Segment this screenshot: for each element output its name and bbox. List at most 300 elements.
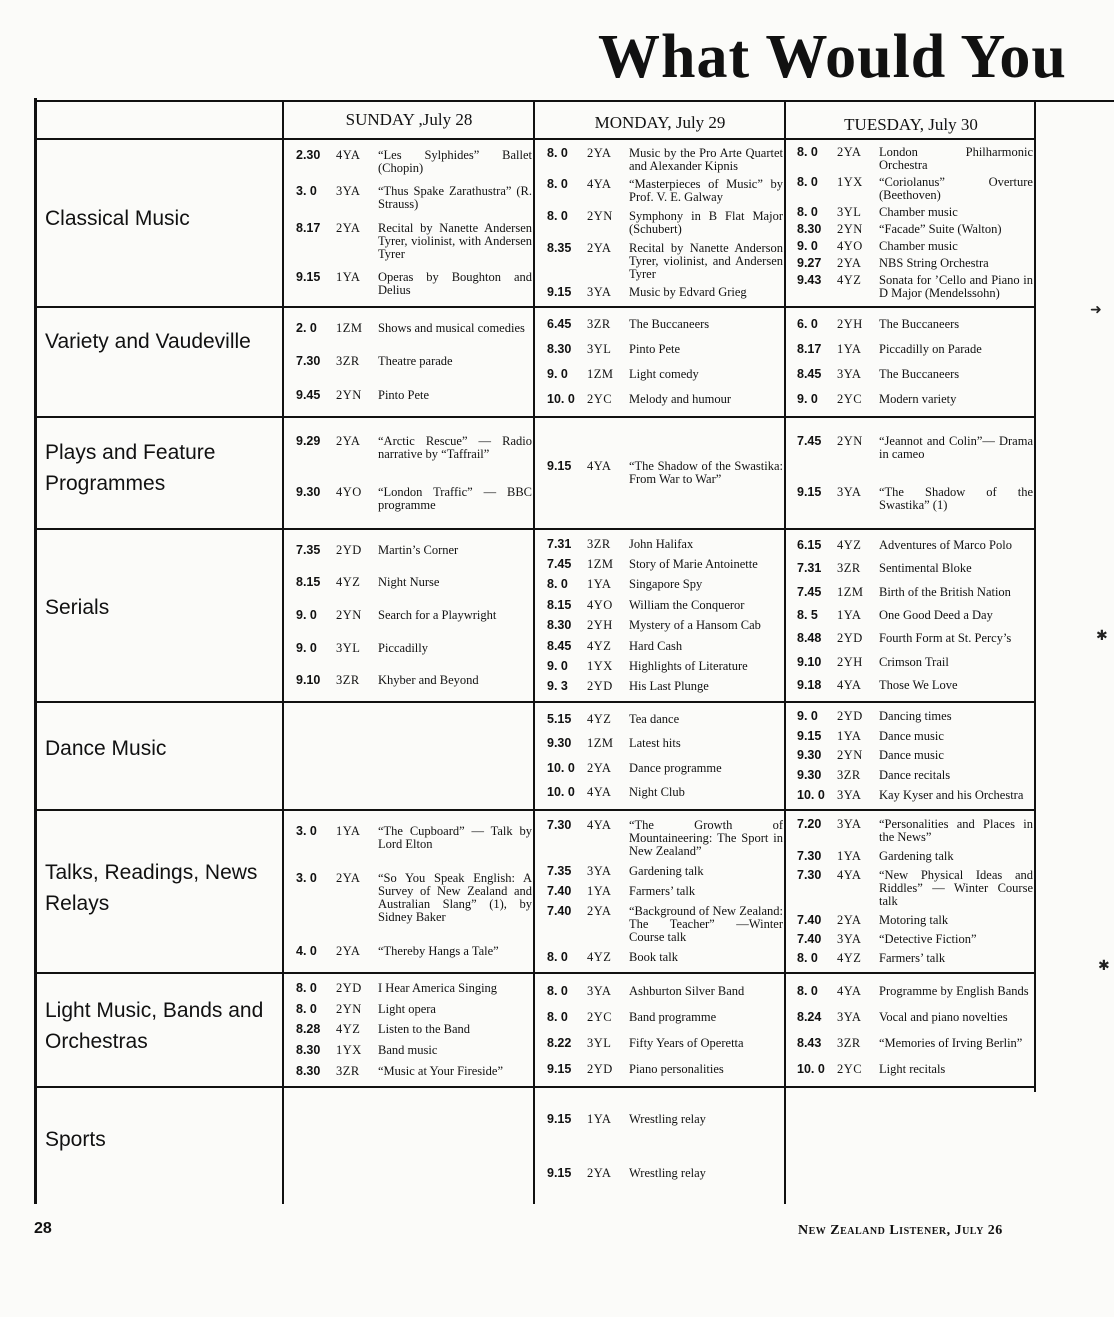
schedule-cell-sun (296, 314, 532, 414)
broadcast-time: 8.30 (296, 1043, 321, 1058)
schedule-cell-sun (296, 980, 532, 1084)
programme-title: Book talk (629, 950, 678, 965)
broadcast-time: 8.17 (296, 220, 321, 235)
programme-entry (797, 1063, 1033, 1076)
broadcast-time: 7.40 (797, 932, 822, 946)
programme-title: “The Shadow of the Swastika: From War to War” (629, 459, 783, 486)
programme-entry (296, 609, 532, 622)
schedule-cell-tue (797, 980, 1033, 1084)
grid-line (784, 102, 786, 1204)
programme-entry (547, 1037, 783, 1050)
broadcast-time: 7.45 (547, 557, 572, 572)
row-divider (34, 701, 1036, 703)
programme-title: Operas by Boughton and Delius (378, 269, 532, 297)
programme-title: Dancing times (879, 709, 952, 724)
station-code: 4YA (587, 177, 612, 192)
programme-entry (296, 222, 532, 261)
programme-entry (547, 786, 783, 799)
programme-title: “The Cupboard” — Talk by Lord Elton (378, 824, 532, 852)
broadcast-time: 9.30 (547, 736, 572, 751)
schedule-cell-tue (797, 146, 1033, 304)
broadcast-time: 9.30 (296, 484, 321, 499)
station-code: 3ZR (336, 673, 360, 688)
broadcast-time: 7.30 (797, 868, 822, 882)
programme-title: Piccadilly on Parade (879, 342, 982, 356)
station-code: 1YA (837, 849, 862, 863)
station-code: 4YA (587, 785, 612, 800)
station-code: 3YA (837, 484, 862, 499)
broadcast-time: 8.35 (547, 240, 572, 255)
station-code: 4YZ (587, 638, 612, 653)
programme-entry (797, 679, 1033, 692)
grid-line (34, 100, 1114, 102)
broadcast-time: 8. 0 (547, 577, 568, 592)
broadcast-time: 8. 0 (547, 208, 568, 223)
programme-entry (296, 185, 532, 211)
programme-entry (547, 1011, 783, 1024)
programme-entry (797, 343, 1033, 356)
category-label: Plays and Feature Programmes (45, 441, 216, 495)
schedule-cell-sun (296, 536, 532, 699)
grid-line (1034, 102, 1036, 1092)
station-code: 1ZM (587, 367, 614, 381)
programme-title: Piccadilly (378, 640, 428, 655)
programme-entry (797, 146, 1033, 172)
station-code: 3YL (837, 205, 862, 219)
programme-entry (797, 952, 1033, 965)
station-code: 1YA (837, 607, 862, 622)
station-code: 2YD (336, 542, 362, 557)
station-code: 4YZ (587, 950, 612, 965)
station-code: 2YD (587, 1061, 613, 1076)
programme-title: Theatre parade (378, 354, 453, 369)
programme-entry (547, 599, 783, 612)
station-code: 2YC (587, 1009, 613, 1024)
programme-entry (547, 178, 783, 204)
station-code: 4YO (837, 239, 863, 253)
programme-title: Symphony in B Flat Major (Schubert) (629, 208, 783, 236)
programme-entry (296, 149, 532, 175)
broadcast-time: 9.30 (797, 768, 822, 783)
station-code: 2YA (336, 943, 361, 958)
station-code: 4YA (837, 868, 862, 882)
broadcast-time: 8. 0 (547, 983, 568, 998)
station-code: 2YN (837, 433, 863, 448)
programme-title: Dance music (879, 728, 944, 743)
station-code: 2YD (587, 679, 613, 694)
programme-title: Story of Marie Antoinette (629, 557, 758, 572)
broadcast-time: 2.30 (296, 148, 321, 163)
broadcast-time: 7.31 (797, 561, 822, 576)
programme-title: Wrestling relay (629, 1111, 706, 1126)
programme-title: Light comedy (629, 367, 699, 381)
broadcast-time: 9.10 (797, 654, 822, 669)
broadcast-time: 9. 0 (547, 658, 568, 673)
broadcast-time: 5.15 (547, 711, 572, 726)
broadcast-time: 9. 0 (797, 239, 818, 253)
programme-entry (547, 951, 783, 964)
station-code: 3ZR (837, 561, 861, 576)
programme-title: Vocal and piano novelties (879, 1009, 1008, 1024)
broadcast-time: 9.15 (296, 269, 321, 284)
programme-entry (797, 818, 1033, 844)
programme-entry (797, 914, 1033, 927)
broadcast-time: 8. 5 (797, 607, 818, 622)
programme-entry (797, 632, 1033, 645)
broadcast-time: 8.45 (797, 367, 822, 381)
station-code: 3YA (587, 863, 612, 878)
row-divider (34, 528, 1036, 530)
broadcast-time: 6.15 (797, 538, 822, 553)
programme-title: Search for a Playwright (378, 607, 497, 622)
programme-entry (547, 680, 783, 693)
programme-entry (296, 435, 532, 461)
programme-title: The Buccaneers (879, 317, 960, 331)
programme-title: Farmers’ talk (879, 951, 946, 965)
broadcast-time: 7.20 (797, 817, 822, 831)
broadcast-time: 3. 0 (296, 870, 317, 885)
schedule-cell-mon (547, 536, 783, 699)
programme-title: Chamber music (879, 239, 958, 253)
programme-entry (547, 762, 783, 775)
station-code: 2YA (336, 220, 361, 235)
station-code: 2YD (837, 631, 863, 646)
station-code: 4YA (587, 817, 612, 832)
station-code: 1ZM (587, 736, 614, 751)
category-label: Light Music, Bands and Orchestras (45, 999, 264, 1053)
programme-title: Khyber and Beyond (378, 673, 479, 688)
broadcast-time: 10. 0 (547, 760, 575, 775)
programme-entry (797, 435, 1033, 461)
category-label: Serials (45, 596, 110, 619)
programme-title: Sonata for ’Cello and Piano in D Major (Mendelssohn) (879, 273, 1033, 300)
station-code: 1YA (336, 269, 361, 284)
station-code: 2YC (587, 392, 613, 406)
broadcast-time: 9.30 (797, 748, 822, 763)
programme-entry (296, 642, 532, 655)
programme-entry (296, 1023, 532, 1036)
category-label: Classical Music (45, 207, 190, 230)
broadcast-time: 9.43 (797, 273, 822, 287)
station-code: 2YA (837, 145, 862, 159)
station-code: 4YA (336, 148, 361, 163)
programme-title: Modern variety (879, 392, 957, 406)
broadcast-time: 9.29 (296, 433, 321, 448)
programme-entry (797, 539, 1033, 552)
station-code: 2YC (837, 392, 863, 406)
programme-entry (547, 343, 783, 356)
station-code: 3YA (837, 817, 862, 831)
broadcast-time: 6. 0 (797, 317, 818, 331)
programme-entry (797, 609, 1033, 622)
broadcast-time: 9.45 (296, 387, 321, 402)
programme-title: Kay Kyser and his Orchestra (879, 787, 1024, 802)
day-header-tuesday: TUESDAY, July 30 (844, 115, 978, 134)
schedule-cell-tue (797, 424, 1033, 526)
schedule-cell-mon (547, 817, 783, 970)
programme-title: Band programme (629, 1009, 717, 1024)
station-code: 2YA (587, 145, 612, 160)
station-code: 4YZ (336, 1022, 361, 1037)
broadcast-time: 7.31 (547, 536, 572, 551)
programme-entry (797, 769, 1033, 782)
programme-title: “Thereby Hangs a Tale” (378, 943, 499, 958)
station-code: 3YA (837, 367, 862, 381)
programme-title: Music by Edvard Grieg (629, 285, 747, 300)
programme-entry (296, 945, 532, 958)
broadcast-time: 9. 0 (547, 367, 568, 381)
programme-title: Fourth Form at St. Percy’s (879, 631, 1012, 646)
broadcast-time: 8. 0 (547, 950, 568, 965)
programme-entry (547, 985, 783, 998)
programme-title: Farmers’ talk (629, 883, 696, 898)
programme-title: Programme by English Bands (879, 983, 1029, 998)
programme-title: Singapore Spy (629, 577, 703, 592)
programme-title: Wrestling relay (629, 1165, 706, 1180)
programme-title: Ashburton Silver Band (629, 983, 745, 998)
programme-entry (296, 322, 532, 335)
programme-entry (797, 257, 1033, 270)
station-code: 3ZR (837, 768, 861, 783)
station-code: 2YA (336, 870, 361, 885)
broadcast-time: 8.15 (547, 597, 572, 612)
programme-entry (547, 558, 783, 571)
station-code: 1ZM (837, 584, 864, 599)
broadcast-time: 8. 0 (797, 951, 818, 965)
programme-entry (797, 850, 1033, 863)
programme-entry (797, 240, 1033, 253)
programme-title: “Facade” Suite (Walton) (879, 222, 1002, 236)
broadcast-time: 7.30 (296, 354, 321, 369)
station-code: 1YX (587, 658, 613, 673)
programme-title: Adventures of Marco Polo (879, 538, 1012, 553)
programme-title: “Jeannot and Colin”— Drama in cameo (879, 433, 1033, 461)
programme-entry (547, 286, 783, 299)
broadcast-time: 10. 0 (797, 1061, 825, 1076)
programme-title: Hard Cash (629, 638, 683, 653)
category-label: Dance Music (45, 737, 167, 760)
station-code: 1ZM (336, 321, 363, 336)
programme-title: “The Shadow of the Swastika” (1) (879, 484, 1033, 512)
programme-entry (547, 1167, 783, 1180)
station-code: 4YO (587, 597, 613, 612)
row-divider (34, 809, 1036, 811)
programme-entry (296, 355, 532, 368)
programme-title: Recital by Nanette Anderson Tyrer, violinist, and Andersen Tyrer (629, 240, 783, 281)
broadcast-time: 9. 0 (296, 640, 317, 655)
programme-entry (296, 872, 532, 924)
broadcast-time: 7.35 (296, 542, 321, 557)
margin-mark: ✱ (1098, 959, 1110, 974)
headline: What Would You (598, 23, 1067, 91)
programme-title: “So You Speak English: A Survey of New Zealand and Australian Slang” (1), by Sidney Baker (378, 870, 532, 924)
grid-line (282, 102, 284, 1204)
grid-line (533, 102, 535, 1204)
broadcast-time: 8. 0 (296, 1001, 317, 1016)
broadcast-time: 8.15 (296, 575, 321, 590)
broadcast-time: 9. 0 (797, 392, 818, 406)
schedule-cell-tue (797, 817, 1033, 970)
schedule-cell-mon (547, 980, 783, 1084)
broadcast-time: 8.22 (547, 1035, 572, 1050)
station-code: 1YA (587, 1111, 612, 1126)
programme-title: Melody and humour (629, 392, 732, 406)
programme-entry (547, 819, 783, 858)
station-code: 2YA (587, 760, 612, 775)
category-label: Variety and Vaudeville (45, 330, 251, 353)
programme-entry (296, 1065, 532, 1078)
broadcast-time: 9.15 (797, 728, 822, 743)
programme-title: “The Growth of Mountaineering: The Sport in New Zealand” (629, 817, 783, 858)
programme-entry (797, 486, 1033, 512)
programme-title: “Detective Fiction” (879, 932, 977, 946)
programme-entry (797, 789, 1033, 802)
station-code: 1YX (837, 175, 863, 189)
station-code: 3YA (837, 932, 862, 946)
station-code: 2YA (336, 433, 361, 448)
station-code: 3YL (587, 1035, 612, 1050)
station-code: 3YA (587, 285, 612, 300)
station-code: 3YA (336, 184, 361, 199)
broadcast-time: 7.40 (797, 913, 822, 927)
broadcast-time: 8. 0 (296, 980, 317, 995)
broadcast-time: 9.15 (797, 484, 822, 499)
schedule-cell-mon (547, 146, 783, 304)
station-code: 4YZ (837, 538, 862, 553)
programme-title: Crimson Trail (879, 654, 949, 669)
station-code: 3ZR (837, 1035, 861, 1050)
station-code: 4YA (587, 459, 612, 473)
station-code: 1YA (336, 824, 361, 839)
programme-entry (296, 982, 532, 995)
station-code: 2YA (587, 1165, 612, 1180)
station-code: 2YN (336, 607, 362, 622)
programme-entry (296, 271, 532, 297)
programme-entry (797, 368, 1033, 381)
programme-entry (797, 562, 1033, 575)
programme-title: Chamber music (879, 205, 958, 219)
broadcast-time: 7.30 (797, 849, 822, 863)
programme-title: “London Traffic” — BBC programme (378, 484, 532, 512)
station-code: 3YL (587, 342, 612, 356)
programme-title: “New Physical Ideas and Riddles” — Winter Course talk (879, 868, 1033, 908)
programme-entry (547, 1063, 783, 1076)
programme-title: “Thus Spake Zarathustra” (R. Strauss) (378, 184, 532, 212)
station-code: 2YD (837, 709, 863, 724)
broadcast-time: 9.15 (547, 459, 572, 473)
station-code: 2YH (587, 618, 613, 633)
station-code: 2YA (587, 240, 612, 255)
broadcast-time: 8. 0 (547, 1009, 568, 1024)
programme-entry (547, 368, 783, 381)
programme-title: One Good Deed a Day (879, 607, 993, 622)
broadcast-time: 8.30 (547, 342, 572, 356)
programme-entry (547, 660, 783, 673)
station-code: 2YN (837, 748, 863, 763)
broadcast-time: 9.18 (797, 677, 822, 692)
programme-entry (547, 460, 783, 486)
programme-title: “Masterpieces of Music” by Prof. V. E. Galway (629, 177, 783, 205)
programme-title: Latest hits (629, 736, 681, 751)
programme-title: John Halifax (629, 536, 694, 551)
station-code: 2YH (837, 654, 863, 669)
broadcast-time: 9.15 (547, 1061, 572, 1076)
row-divider (34, 1086, 1036, 1088)
broadcast-time: 8.43 (797, 1035, 822, 1050)
programme-entry (296, 825, 532, 851)
row-divider (34, 138, 1036, 140)
station-code: 1ZM (587, 557, 614, 572)
broadcast-time: 4. 0 (296, 943, 317, 958)
station-code: 1YX (336, 1043, 362, 1058)
programme-entry (547, 242, 783, 281)
row-divider (34, 416, 1036, 418)
broadcast-time: 7.40 (547, 904, 572, 919)
station-code: 1YA (837, 342, 862, 356)
grid-line (34, 98, 37, 1204)
programme-entry (797, 749, 1033, 762)
programme-title: “Arctic Rescue” — Radio narrative by “Taffrail” (378, 433, 532, 461)
station-code: 2YD (336, 980, 362, 995)
station-code: 4YZ (837, 951, 862, 965)
programme-title: Night Club (629, 785, 685, 800)
programme-entry (547, 1113, 783, 1126)
programme-title: Birth of the British Nation (879, 584, 1011, 599)
station-code: 4YZ (587, 711, 612, 726)
programme-entry (547, 578, 783, 591)
programme-entry (797, 274, 1033, 300)
programme-title: Dance music (879, 748, 944, 763)
programme-title: Light opera (378, 1001, 436, 1016)
station-code: 1YA (837, 728, 862, 743)
broadcast-time: 7.40 (547, 883, 572, 898)
programme-title: Pinto Pete (629, 342, 681, 356)
margin-mark: ➜ (1090, 303, 1102, 318)
programme-title: “Personalities and Places in the News” (879, 817, 1033, 844)
station-code: 2YN (837, 222, 863, 236)
broadcast-time: 9. 3 (547, 679, 568, 694)
programme-title: Band music (378, 1043, 438, 1058)
programme-entry (797, 176, 1033, 202)
programme-entry (797, 206, 1033, 219)
broadcast-time: 2. 0 (296, 321, 317, 336)
programme-title: Night Nurse (378, 575, 440, 590)
programme-entry (547, 865, 783, 878)
schedule-cell-mon (547, 1094, 783, 1202)
schedule-cell-mon (547, 709, 783, 807)
broadcast-time: 7.35 (547, 863, 572, 878)
station-code: 4YA (837, 983, 862, 998)
category-label: Sports (45, 1128, 106, 1151)
broadcast-time: 9.15 (547, 1165, 572, 1180)
broadcast-time: 8.17 (797, 342, 822, 356)
broadcast-time: 10. 0 (797, 787, 825, 802)
station-code: 2YA (837, 913, 862, 927)
broadcast-time: 7.45 (797, 584, 822, 599)
schedule-cell-mon (547, 424, 783, 526)
programme-entry (797, 223, 1033, 236)
programme-title: Sentimental Bloke (879, 561, 972, 576)
broadcast-time: 3. 0 (296, 824, 317, 839)
station-code: 3ZR (336, 1064, 360, 1079)
broadcast-time: 9.10 (296, 673, 321, 688)
programme-entry (797, 730, 1033, 743)
programme-entry (797, 869, 1033, 908)
schedule-cell-tue (797, 1094, 1033, 1202)
broadcast-time: 8. 0 (797, 205, 818, 219)
programme-title: The Buccaneers (629, 317, 710, 331)
day-header-sunday: SUNDAY ,July 28 (345, 110, 473, 129)
